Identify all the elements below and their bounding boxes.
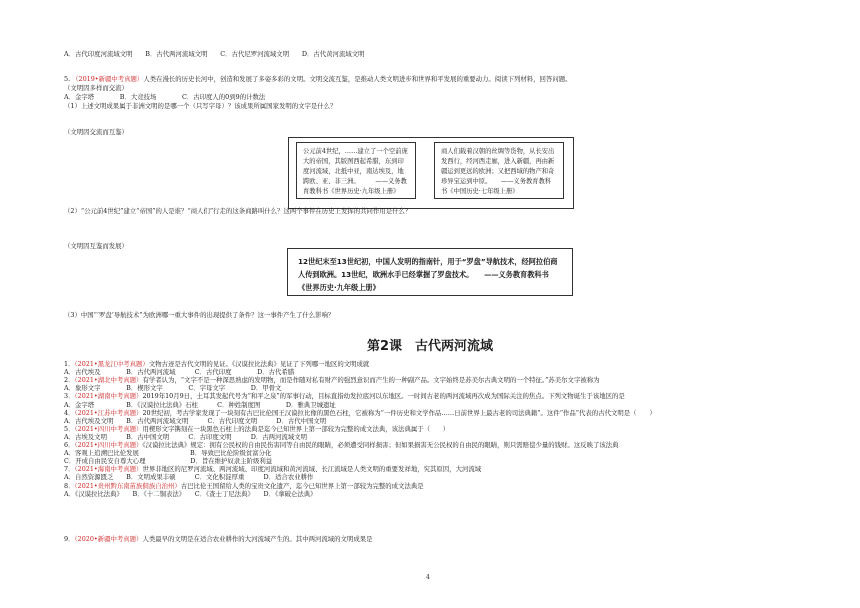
quote-left: 公元前4世纪，……建立了一个空前庞大的帝国，其版图西起希腊，东到印度河流域，北抵中亚，南达埃及，地跨欧、亚、非三洲。 ——义务教育教科书《世界历史·九年级上册》 [296, 142, 416, 199]
question-line [64, 392, 625, 400]
question-line [64, 433, 307, 441]
question-line [64, 425, 449, 433]
question-text: 《汉谟拉比法典》规定：拥有公民权的自由民伤害同等自由民的眼睛，必须遭受同样损害；但如果损害无公民权的自由民的眼睛，则只需赔偿少量的钱财。这反映了该法典 [142, 441, 619, 449]
question-line [64, 457, 272, 465]
question-text: A．古代埃及 B．古代两河流域 C．古代印度 D．古代希腊 [64, 368, 295, 377]
question-number: 1． [64, 360, 75, 368]
q5-number: 5. [64, 75, 71, 83]
question-text: 文物古迹是古代文明的见证。《汉谟拉比法典》见证了下列哪一地区的文明成就 [148, 360, 370, 368]
question-text: 世界非地区的尼罗河流域、两河流域、印度河流域和黄河流域、长江流域是人类文明的重要发祥地，究其原因，大河流域 [142, 465, 482, 474]
q5-sub1-options: A．金字塔 B．大竞技场 C．古印度人的0到9的计数法 [64, 93, 266, 101]
question-number: 5． [64, 424, 75, 433]
question-source-tag: （2021•四川中考真题） [74, 424, 143, 433]
question-line [64, 473, 313, 481]
q5-part2: （2）“公元前4世纪”建立“帝国”的人是谁？“商人们”行走的这条商路叫什么？这两个事件在历史上发挥的共同作用是什么？ [64, 207, 412, 215]
question-source-tag: （2021•黑龙江中考真题） [74, 360, 149, 368]
question-number: 8． [64, 481, 75, 490]
question-text: 2019年10月9日，土耳其发起代号为“和平之泉”的军事行动，目标直指幼发拉底河以东地区。一时间古老的两河流域再次成为国际关注的焦点。下列文物诞生于该地区的是 [142, 392, 625, 401]
question-source-tag: （2021•贵州黔东南苗族侗族自治州） [74, 481, 181, 490]
question-line [64, 482, 424, 490]
question-line [64, 449, 271, 457]
question-number: 9． [64, 535, 75, 543]
question-line [64, 417, 326, 425]
question-text: 古巴比伦王国留给人类的宝贵文化遗产，迄今已知世界上第一部较为完整的成文法典是 [180, 481, 424, 490]
question-source-tag: （2021•湖北中考真题） [74, 376, 143, 385]
question-text: A．象形文字 B．楔形文字 C．字母文字 D．甲骨文 [64, 384, 282, 393]
question-source-tag: （2020•新疆中考真题） [74, 535, 143, 543]
question-text: A．古埃及文明 B．古中国文明 C．古印度文明 D．古两河流域文明 [64, 432, 307, 441]
question-source-tag: （2021•四川中考真题） [74, 441, 143, 449]
section-label-3: （文明因互鉴而发展） [64, 242, 128, 250]
section-label-2: （文明因交流而互鉴） [64, 128, 128, 136]
question-text: 有学者认为，“文字不是一种深思熟虑的发明物，而是作随对私有财产的强烈意识而产生的一种副产品。文字始终是苏美尔古典文明的一个特征。”苏美尔文字被称为 [142, 376, 600, 385]
compass-quote: 12世纪末至13世纪初，中国人发明的指南针，用于“罗盘”导航技术，经阿拉伯商人传到欧洲。13世纪，欧洲水手已经掌握了罗盘技术。 ——义务教育教科书《世界历史·九年级上册》 [287, 248, 573, 296]
q5-part1: （1）上述文明成果属于非洲文明的是哪一个（只写字母）？该成果所属国家发明的文字是什么？ [64, 102, 337, 110]
q5-source-tag: （2019•新疆中考真题） [72, 75, 144, 83]
question-text: A．自然资源匮乏 B．文明成果丰硕 C．文化积淀厚重 D．适合农业耕作 [64, 473, 314, 482]
question-number: 4． [64, 408, 75, 417]
question-number: 3． [64, 392, 75, 401]
q5-stem [64, 75, 572, 83]
question-text: 人类最早的文明是在适合农业耕作的大河流域产生的。其中两河流域的文明成果是 [142, 535, 373, 543]
question-line [64, 401, 336, 409]
question-source-tag: （2021•江苏中考真题） [74, 408, 143, 417]
section-label-1: （文明因多样而交流） [64, 84, 128, 92]
question-source-tag: （2021•海南中考真题） [74, 465, 143, 474]
question-line [64, 368, 294, 376]
question-line [64, 441, 619, 449]
q5-part3: （3）中国“‘罗盘’导航技术”为欧洲哪一重大事件的出现提供了条件？这一事件产生了什么影响？ [64, 311, 335, 319]
lesson-title: 第2课 古代两河流域 [366, 339, 494, 354]
question-number: 7． [64, 465, 75, 474]
q5-text: 人类在漫长的历史长河中，创造和发展了多姿多彩的文明。文明交流互鉴，是推动人类文明进步和世界和平发展的重要动力。阅读下列材料，回答问题。 [143, 75, 572, 83]
question-number: 2． [64, 376, 75, 385]
quote-right: 商人们载着汉朝的丝绸等货物，从长安出发西行，经河西走廊，进入新疆，再由新疆运到更远的欧洲；又把西域的物产和奇珍异宝运到中原。 ——义务教育教科书《中国历史·七年级上册》 [434, 142, 564, 199]
question-text: A．客观上追溯巴比伦发展 B．导致巴比伦阶级贫富分化 [64, 449, 272, 458]
question-source-tag: （2021•湖南中考真题） [74, 392, 143, 401]
question-line [64, 535, 373, 543]
question-number: 6． [64, 441, 75, 449]
question-line [64, 490, 317, 498]
question-text: A．《汉谟拉比法典》 B．《十二铜表法》 C．《查士丁尼法典》 D．《拿破仑法典》 [64, 489, 317, 498]
question-text: A．古代埃及文明 B．古代两河流域文明 C．古代印度文明 D．古代中国文明 [64, 416, 327, 425]
question-text: 用楔形文字镌刻在一块黑色石柱上的法典是迄今已知世界上第一部较为完整的成文法典，该法典属于（ ） [142, 424, 450, 433]
q4-options: A．古代印度河流域文明 B．古代两河流域文明 C．古代尼罗河流域文明 D．古代黄河流域文明 [64, 50, 365, 58]
page-number: 4 [426, 574, 430, 581]
question-line [64, 376, 600, 384]
question-line [64, 360, 369, 368]
question-line [64, 409, 656, 417]
question-text: 20世纪初，考古学家发现了一块刻有古巴比伦国王汉谟拉比像的黑色石柱，它被称为“一件历史和文学作品……日前世界上最古老的司法典籍”。这件“作品”代表的古代文明是（ ） [142, 408, 656, 417]
question-text: A．金字塔 B．《汉谟拉比法典》石柱 C．种姓制度图 D．雅典卫城遗址 [64, 400, 336, 409]
question-text: C．开成自由民安自尊大心理 D．旨在维护奴隶主阶级利益 [64, 457, 273, 466]
